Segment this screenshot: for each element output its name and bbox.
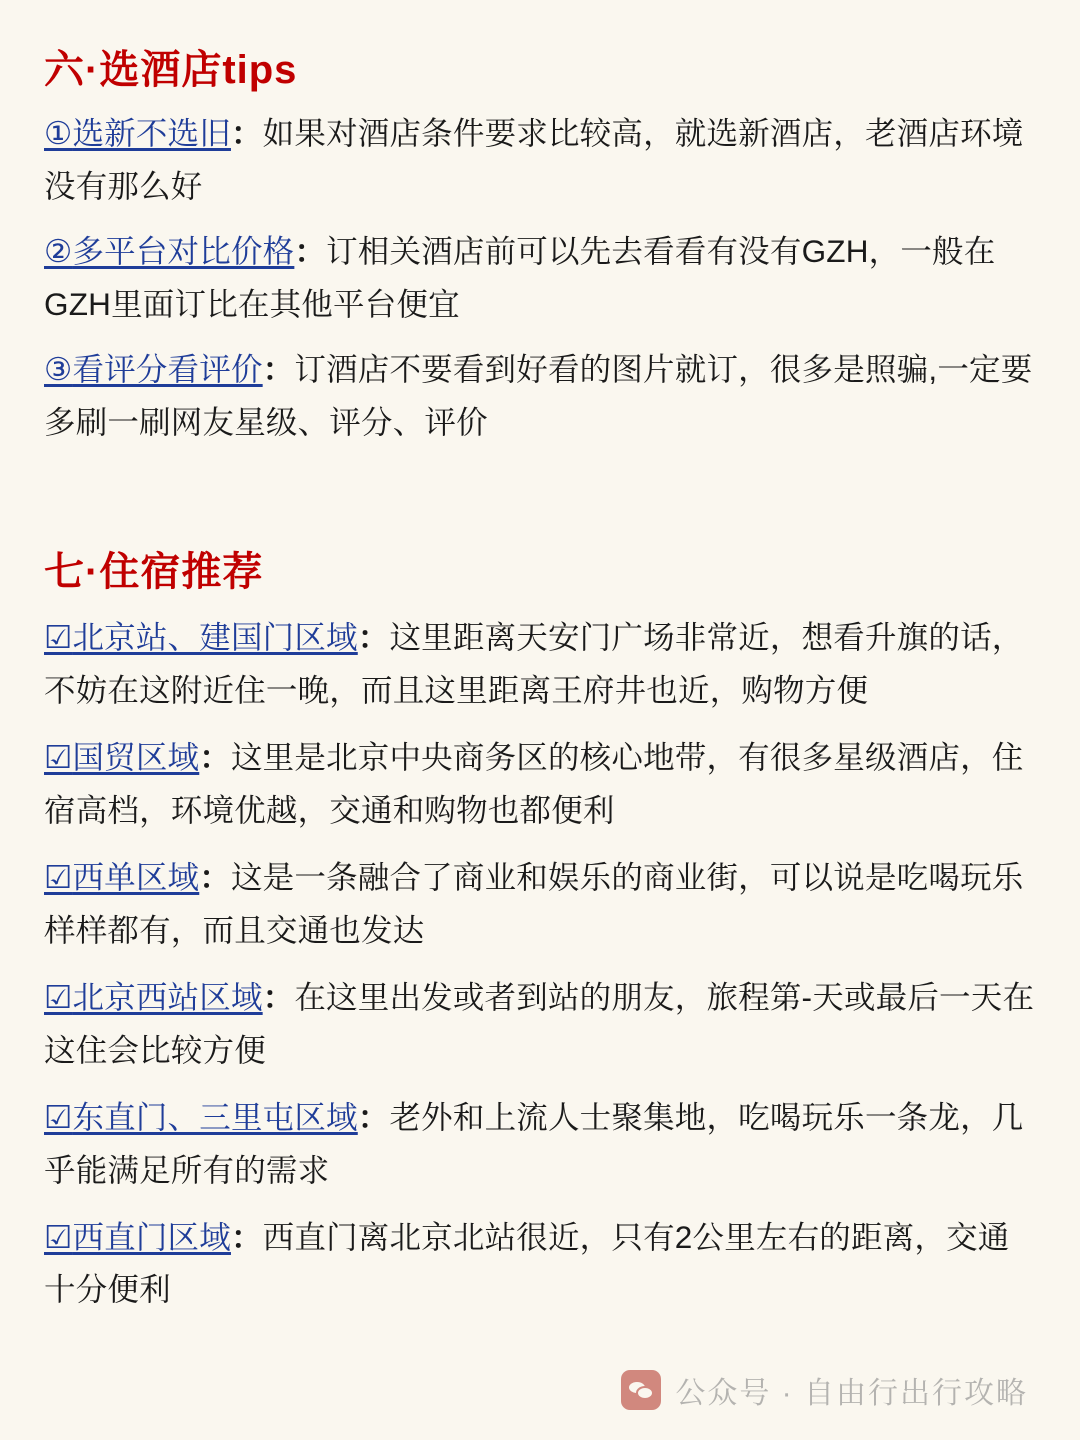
list-item-colon: ： — [230, 115, 263, 151]
checkbox-icon: ☑ — [44, 859, 73, 896]
list-item-colon: ： — [294, 232, 327, 269]
section-body-accommodation — [44, 611, 1036, 1316]
list-item-text: 订相关酒店前可以先去看看有没有GZH，一般在GZH里面订比在其他平台便宜 — [44, 232, 996, 322]
list-item — [44, 971, 1036, 1077]
checkbox-icon: ☑ — [44, 739, 73, 776]
list-item-lead: 北京西站区域 — [72, 978, 263, 1015]
watermark-text: 公众号 · 自由行出行攻略 — [675, 1377, 1028, 1410]
list-item — [44, 1211, 1036, 1317]
list-item-colon: ： — [262, 978, 295, 1015]
list-item-lead: 国贸区域 — [72, 739, 200, 776]
list-item-colon: ： — [262, 350, 295, 387]
watermark — [621, 1368, 1028, 1412]
list-item-text: 老外和上流人士聚集地，吃喝玩乐一条龙，几乎能满足所有的需求 — [44, 1098, 1024, 1188]
list-item — [44, 611, 1036, 717]
list-item-colon: ： — [199, 859, 231, 896]
section-heading-accommodation: 七·住宿推荐 — [44, 550, 264, 595]
list-item-lead: 看评分看评价 — [72, 350, 263, 387]
list-item-colon: ： — [199, 739, 231, 776]
checkbox-icon: ☑ — [44, 619, 73, 656]
list-item — [44, 731, 1036, 837]
list-item-marker: ② — [44, 232, 73, 269]
list-item-text: 西直门离北京北站很近，只有2公里左右的距离，交通十分便利 — [44, 1218, 1010, 1308]
list-item-marker: ③ — [44, 350, 73, 387]
checkbox-icon: ☑ — [44, 1098, 73, 1135]
checkbox-icon: ☑ — [44, 1218, 73, 1255]
list-item-lead: 西直门区域 — [72, 1218, 231, 1255]
list-item — [44, 225, 1036, 331]
list-item-lead: 东直门、三里屯区域 — [72, 1098, 358, 1135]
wechat-official-account-icon — [621, 1370, 661, 1410]
section-heading-hotel-tips: 六·选酒店tips — [44, 48, 298, 92]
list-item-lead: 西单区域 — [72, 859, 200, 896]
list-item-text: 订酒店不要看到好看的图片就订，很多是照骗,一定要多刷一刷网友星级、评分、评价 — [44, 350, 1033, 440]
list-item — [44, 1091, 1036, 1197]
list-item-text: 这里是北京中央商务区的核心地带，有很多星级酒店，住宿高档，环境优越，交通和购物也都便利 — [44, 739, 1024, 829]
list-item-lead: 多平台对比价格 — [72, 232, 295, 269]
list-item-text: 在这里出发或者到站的朋友，旅程第-天或最后一天在这住会比较方便 — [44, 978, 1035, 1068]
list-item-marker: ① — [44, 115, 73, 151]
list-item — [44, 107, 1036, 213]
list-item — [44, 343, 1036, 449]
list-item-colon: ： — [230, 1218, 263, 1255]
list-item — [44, 851, 1036, 957]
section-body-hotel-tips — [44, 107, 1036, 448]
list-item-colon: ： — [357, 1098, 390, 1135]
list-item-colon: ： — [357, 619, 390, 656]
checkbox-icon: ☑ — [44, 978, 73, 1015]
list-item-lead: 选新不选旧 — [72, 115, 231, 151]
list-item-lead: 北京站、建国门区域 — [72, 619, 358, 656]
list-item-text: 如果对酒店条件要求比较高，就选新酒店，老酒店环境没有那么好 — [44, 115, 1024, 204]
list-item-text: 这里距离天安门广场非常近，想看升旗的话，不妨在这附近住一晚，而且这里距离王府井也近，购物方便 — [44, 619, 1024, 709]
section-spacer — [44, 448, 1036, 540]
list-item-text: 这是一条融合了商业和娱乐的商业街，可以说是吃喝玩乐样样都有，而且交通也发达 — [44, 859, 1024, 948]
